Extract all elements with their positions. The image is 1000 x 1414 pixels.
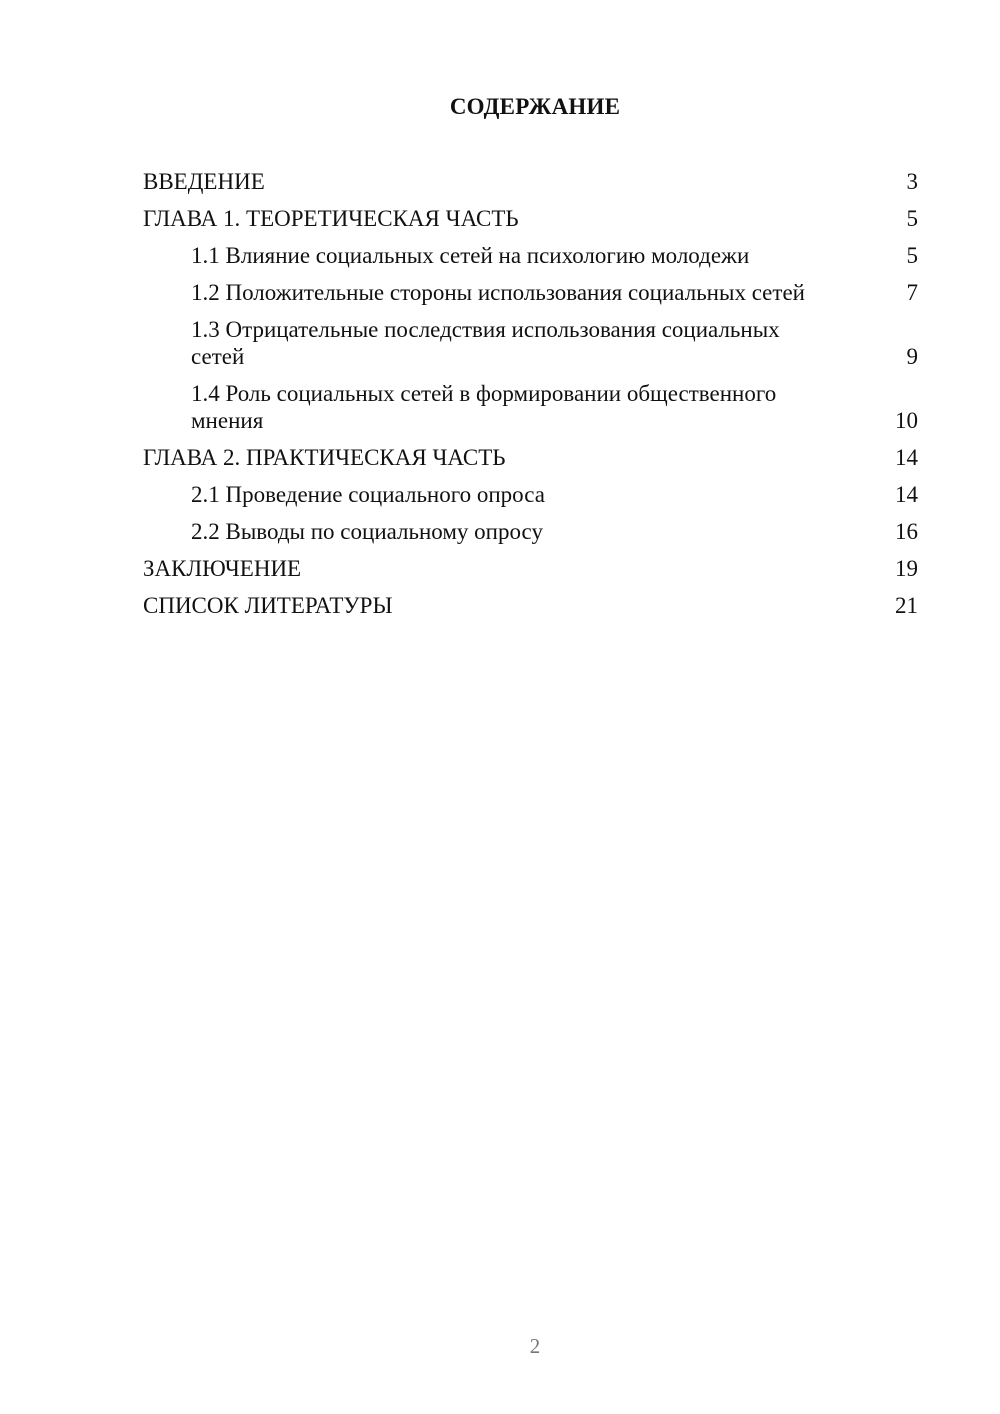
toc-entry-chapter-1[interactable] xyxy=(143,205,918,232)
toc-entry-text: 1.3 Отрицательные последствия использования социальных сетей xyxy=(191,317,780,369)
toc-entry-page: 3 xyxy=(906,169,918,194)
toc-entry-text: 1.4 Роль социальных сетей в формировании общественного мнения xyxy=(191,381,777,433)
toc-entry-conclusion[interactable] xyxy=(143,555,918,582)
toc-entry-page: 5 xyxy=(906,243,918,268)
toc-entry-text: ВВЕДЕНИЕ xyxy=(143,169,265,194)
toc-entry-section-1-3[interactable] xyxy=(143,316,918,370)
toc-entry-text: 1.2 Положительные стороны использования социальных сетей xyxy=(191,280,805,305)
page-number: 2 xyxy=(529,1334,541,1358)
toc-entry-page: 7 xyxy=(906,280,918,305)
toc-entry-text: ГЛАВА 2. ПРАКТИЧЕСКАЯ ЧАСТЬ xyxy=(143,445,506,470)
toc-entry-page: 14 xyxy=(895,482,918,507)
table-of-contents xyxy=(143,168,918,629)
toc-entry-section-2-1[interactable] xyxy=(143,481,918,508)
toc-entry-page: 14 xyxy=(895,445,918,470)
page-title: СОДЕРЖАНИЕ xyxy=(449,94,621,119)
toc-entry-page: 5 xyxy=(906,206,918,231)
toc-entry-page: 19 xyxy=(895,556,918,581)
toc-entry-page: 16 xyxy=(895,519,918,544)
toc-entry-page: 21 xyxy=(895,593,918,618)
toc-entry-text: 1.1 Влияние социальных сетей на психологию молодежи xyxy=(191,243,750,268)
toc-entry-chapter-2[interactable] xyxy=(143,444,918,471)
toc-entry-section-1-4[interactable] xyxy=(143,380,918,434)
toc-entry-page: 9 xyxy=(906,344,918,369)
toc-entry-references[interactable] xyxy=(143,592,918,619)
toc-entry-section-1-2[interactable] xyxy=(143,279,918,306)
toc-entry-page: 10 xyxy=(895,408,918,433)
toc-entry-section-2-2[interactable] xyxy=(143,518,918,545)
toc-entry-text: 2.1 Проведение социального опроса xyxy=(191,482,545,507)
toc-entry-text: 2.2 Выводы по социальному опросу xyxy=(191,519,543,544)
toc-entry-text: ЗАКЛЮЧЕНИЕ xyxy=(143,556,302,581)
toc-entry-text: ГЛАВА 1. ТЕОРЕТИЧЕСКАЯ ЧАСТЬ xyxy=(143,206,519,231)
toc-entry-introduction[interactable] xyxy=(143,168,918,195)
toc-entry-section-1-1[interactable] xyxy=(143,242,918,269)
toc-entry-text: СПИСОК ЛИТЕРАТУРЫ xyxy=(143,593,393,618)
